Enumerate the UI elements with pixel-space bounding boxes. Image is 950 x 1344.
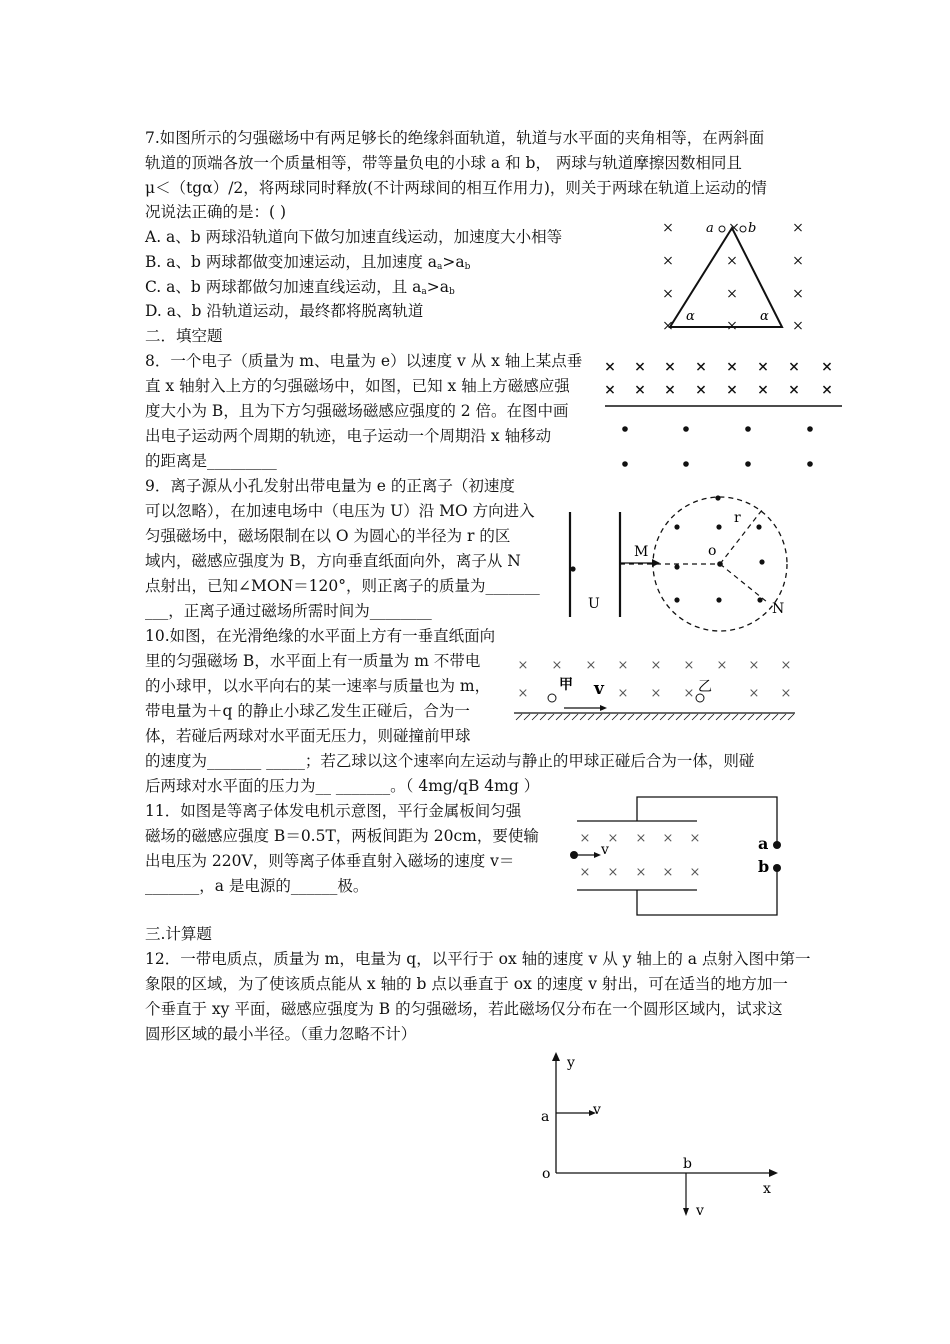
q9-text-line-4: 域内，磁感应强度为 B，方向垂直纸面向外，离子从 N bbox=[145, 552, 521, 570]
field-cross-mark: × bbox=[664, 359, 676, 375]
field-cross-mark: × bbox=[683, 658, 695, 673]
field-cross-mark: × bbox=[695, 359, 707, 375]
field-cross-mark: × bbox=[662, 253, 674, 269]
center-O bbox=[717, 561, 723, 567]
q9-text-line-3: 匀强磁场中，磁场限制在以 O 为圆心的半径为 r 的区 bbox=[145, 527, 511, 545]
terminal-a bbox=[773, 841, 781, 849]
field-cross-mark: × bbox=[788, 359, 800, 375]
q8-text-line-5: 的距离是_________ bbox=[145, 452, 277, 470]
field-cross-mark: × bbox=[607, 865, 619, 880]
field-cross-mark: × bbox=[716, 658, 728, 673]
field-cross-mark: × bbox=[726, 359, 738, 375]
field-cross-mark: × bbox=[634, 382, 646, 398]
field-cross-mark: × bbox=[617, 686, 629, 701]
label-v: v bbox=[601, 842, 609, 858]
q10-text-line-5: 体，若碰后两球对水平面无压力，则碰撞前甲球 bbox=[145, 727, 471, 745]
field-cross-mark: × bbox=[650, 686, 662, 701]
field-cross-mark: × bbox=[726, 286, 738, 302]
q10-collision-figure bbox=[510, 652, 800, 732]
velocity-arrow-head bbox=[594, 852, 601, 858]
field-cross-mark: × bbox=[585, 658, 597, 673]
label-x: x bbox=[763, 1181, 771, 1197]
q7-text-line-4: 况说法正确的是：( ) bbox=[145, 203, 287, 221]
q11-text-line-1: 11．如图是等离子体发电机示意图，平行金属板间匀强 bbox=[145, 802, 522, 820]
q7-text-line-1: 7.如图所示的匀强磁场中有两足够长的绝缘斜面轨道，轨道与水平面的夹角相等，在两斜面 bbox=[145, 129, 765, 147]
field-cross-mark: × bbox=[748, 686, 760, 701]
field-dots-out-of-page bbox=[674, 495, 764, 602]
radius-r bbox=[720, 510, 762, 564]
label-b: b bbox=[683, 1156, 692, 1172]
field-cross-mark: × bbox=[635, 865, 647, 880]
q9-text-line-5: 点射出，已知∠MON＝120°，则正离子的质量为_______ bbox=[145, 577, 540, 595]
velocity-arrow-head bbox=[600, 705, 607, 711]
label-N: N bbox=[772, 601, 785, 617]
q7-text-line-3: μ＜（tgα）/2，将两球同时释放(不计两球间的相互作用力)，则关于两球在轨道上运动的情 bbox=[145, 179, 767, 197]
velocity-b-head bbox=[683, 1208, 689, 1216]
q10-text-line-6: 的速度为_______ _____；若乙球以这个速率向左运动与静止的甲球正碰后合为一体，则碰 bbox=[145, 752, 755, 770]
field-cross-mark: × bbox=[726, 318, 738, 334]
label-b: b bbox=[748, 221, 757, 236]
q8-field-figure bbox=[600, 352, 845, 477]
field-cross-mark: × bbox=[821, 382, 833, 398]
label-a: a bbox=[758, 834, 769, 853]
field-cross-mark: × bbox=[689, 831, 701, 846]
field-cross-mark: × bbox=[604, 382, 616, 398]
field-cross-mark: × bbox=[650, 658, 662, 673]
field-cross-mark: × bbox=[517, 686, 529, 701]
q10-text-line-2: 里的匀强磁场 B，水平面上有一质量为 m 不带电 bbox=[145, 652, 481, 670]
q10-text-line-1: 10.如图，在光滑绝缘的水平面上方有一垂直纸面向 bbox=[145, 627, 496, 645]
q7-option-b: B. a、b 两球都做变加速运动，且加速度 $a_a>a_b$ bbox=[145, 253, 471, 272]
q10-text-line-3: 的小球甲，以水平向右的某一速率与质量也为 m， bbox=[145, 677, 491, 695]
field-cross-mark: × bbox=[517, 658, 529, 673]
q9-circle-field-figure bbox=[560, 490, 805, 635]
q8-text-line-2: 直 x 轴射入上方的匀强磁场中，如图，已知 x 轴上方磁感应强 bbox=[145, 377, 570, 395]
q9-text-line-2: 可以忽略），在加速电场中（电压为 U）沿 MO 方向进入 bbox=[145, 502, 535, 520]
wire-bottom bbox=[637, 868, 777, 915]
terminal-b bbox=[773, 864, 781, 872]
field-cross-mark: × bbox=[821, 359, 833, 375]
x-axis-arrow bbox=[769, 1169, 778, 1177]
ball-b bbox=[740, 226, 746, 232]
ground-hatching bbox=[516, 714, 794, 720]
field-cross-mark: × bbox=[635, 831, 647, 846]
q12-text-line-2: 象限的区域，为了使该质点能从 x 轴的 b 点以垂直于 ox 的速度 v 射出，可在适当的地方加一 bbox=[145, 975, 788, 993]
label-v-a: v bbox=[593, 1102, 601, 1118]
q8-text-line-3: 度大小为 B，且为下方匀强磁场磁感应强度的 2 倍。在图中画 bbox=[145, 402, 569, 420]
label-b: b bbox=[758, 857, 770, 876]
q7-option-a: A. a、b 两球沿轨道向下做匀加速直线运动，加速度大小相等 bbox=[145, 228, 563, 246]
field-cross-mark: × bbox=[792, 318, 804, 334]
field-cross-mark: × bbox=[748, 658, 760, 673]
q11-text-line-4: _______，a 是电源的______极。 bbox=[145, 877, 369, 895]
field-cross-mark: × bbox=[607, 831, 619, 846]
field-cross-mark: × bbox=[662, 831, 674, 846]
label-M: M bbox=[634, 544, 649, 560]
field-cross-mark: × bbox=[726, 253, 738, 269]
field-cross-mark: × bbox=[728, 220, 740, 236]
field-dots-out-of-page bbox=[622, 426, 813, 467]
y-axis-arrow bbox=[552, 1052, 560, 1061]
field-cross-mark: × bbox=[634, 359, 646, 375]
ball-a bbox=[719, 226, 725, 232]
q11-text-line-2: 磁场的磁感应强度 B＝0.5T，两板间距为 20cm，要使输 bbox=[145, 827, 539, 845]
q7-triangle-figure bbox=[650, 212, 810, 337]
field-cross-mark: × bbox=[617, 658, 629, 673]
field-cross-mark: × bbox=[780, 686, 792, 701]
field-cross-mark: × bbox=[757, 359, 769, 375]
angle-label-right: α bbox=[760, 309, 769, 324]
field-cross-mark: × bbox=[662, 865, 674, 880]
label-yi: 乙 bbox=[698, 679, 712, 695]
label-v-b: v bbox=[696, 1203, 704, 1219]
field-cross-mark: × bbox=[792, 253, 804, 269]
label-y: y bbox=[567, 1055, 575, 1071]
field-cross-mark: × bbox=[695, 382, 707, 398]
ion-source-hole bbox=[570, 566, 575, 571]
label-a: a bbox=[706, 221, 714, 236]
q10-text-line-7: 后两球对水平面的压力为__ _______。（ 4mg/qB 4mg ） bbox=[145, 777, 540, 795]
q11-generator-figure bbox=[565, 790, 790, 920]
q11-text-line-3: 出电压为 220V，则等离子体垂直射入磁场的速度 v＝ bbox=[145, 852, 515, 870]
q12-text-line-3: 个垂直于 xy 平面，磁感应强度为 B 的匀强磁场，若此磁场仅分布在一个圆形区域内，试求这 bbox=[145, 1000, 783, 1018]
label-O: o bbox=[708, 543, 717, 559]
q7-option-d: D. a、b 沿轨道运动，最终都将脱离轨道 bbox=[145, 302, 424, 320]
field-cross-mark: × bbox=[792, 286, 804, 302]
q7-option-c: C. a、b 两球都做匀加速直线运动，且 $a_a>a_b$ bbox=[145, 278, 455, 297]
q12-coordinate-figure bbox=[535, 1050, 785, 1220]
q12-text-line-1: 12．一带电质点，质量为 m，电量为 q，以平行于 ox 轴的速度 v 从 y 轴上的 a 点射入图中第一 bbox=[145, 950, 811, 968]
label-v: v bbox=[594, 679, 604, 699]
ball-yi bbox=[696, 694, 704, 702]
ball-jia bbox=[548, 694, 556, 702]
q9-text-line-6: ___，正离子通过磁场所需时间为________ bbox=[145, 602, 432, 620]
angle-label-left: α bbox=[686, 309, 695, 324]
q7-text-line-2: 轨道的顶端各放一个质量相等，带等量负电的小球 a 和 b， 两球与轨道摩擦因数相同且 bbox=[145, 154, 742, 172]
section-2-title: 二．填空题 bbox=[145, 327, 223, 345]
label-jia: 甲 bbox=[559, 677, 573, 693]
q8-text-line-1: 8．一个电子（质量为 m、电量为 e）以速度 v 从 x 轴上某点垂 bbox=[145, 352, 583, 370]
label-a: a bbox=[541, 1109, 550, 1125]
field-cross-mark: × bbox=[689, 865, 701, 880]
path-ON bbox=[720, 564, 767, 602]
plasma-particle bbox=[570, 851, 578, 859]
q10-text-line-4: 带电量为＋q 的静止小球乙发生正碰后，合为一 bbox=[145, 702, 470, 720]
field-cross-mark: × bbox=[662, 286, 674, 302]
label-r: r bbox=[734, 510, 741, 526]
label-U: U bbox=[588, 596, 600, 612]
field-cross-mark: × bbox=[683, 686, 695, 701]
field-cross-mark: × bbox=[757, 382, 769, 398]
q9-text-line-1: 9．离子源从小孔发射出带电量为 e 的正离子（初速度 bbox=[145, 477, 515, 495]
q8-text-line-4: 出电子运动两个周期的轨迹，电子运动一个周期沿 x 轴移动 bbox=[145, 427, 552, 445]
label-origin: o bbox=[542, 1166, 551, 1182]
field-cross-mark: × bbox=[780, 658, 792, 673]
field-cross-mark: × bbox=[579, 865, 591, 880]
field-cross-mark: × bbox=[662, 220, 674, 236]
field-cross-mark: × bbox=[604, 359, 616, 375]
field-cross-mark: × bbox=[551, 658, 563, 673]
q12-text-line-4: 圆形区域的最小半径。（重力忽略不计） bbox=[145, 1025, 417, 1043]
field-cross-mark: × bbox=[664, 382, 676, 398]
field-cross-mark: × bbox=[662, 318, 674, 334]
field-cross-mark: × bbox=[579, 831, 591, 846]
section-3-title: 三.计算题 bbox=[145, 925, 212, 943]
field-cross-mark: × bbox=[726, 382, 738, 398]
field-cross-mark: × bbox=[788, 382, 800, 398]
field-cross-mark: × bbox=[792, 220, 804, 236]
